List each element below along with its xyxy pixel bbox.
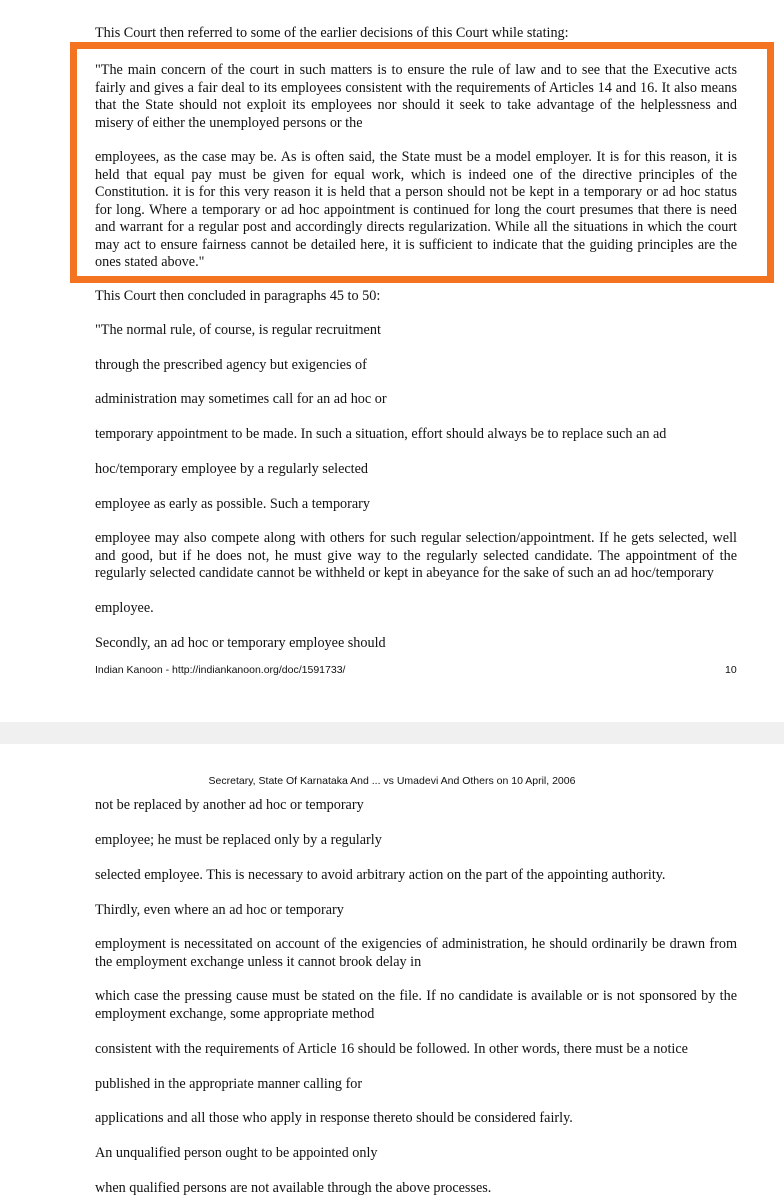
page-number: 10 [725,664,737,676]
text-line: published in the appropriate manner calling for [95,1076,363,1092]
text-line: when qualified persons are not available through the above processes. [95,1180,492,1196]
text-line: temporary appointment to be made. In such a situation, effort should always be to replace such an ad [95,426,667,442]
long-paragraph: employee may also compete along with others for such regular selection/appointment. If he gets selected, well and good, but if he does not, he must give way to the regularly selected candidate. The appointment of the regularly selected candidate cannot be withheld or kept in abeyance for the sake of such an ad hoc/temporary [95,530,737,581]
text-line: not be replaced by another ad hoc or temporary [95,797,364,813]
text-line: selected employee. This is necessary to avoid arbitrary action on the part of the appointing authority. [95,867,666,883]
intro-paragraph: This Court then referred to some of the earlier decisions of this Court while stating: [95,25,569,41]
quote-paragraph-part1: "The main concern of the court in such matters is to ensure the rule of law and to see that the Executive acts fairly and gives a fair deal to its employees consistent with the requirements of Articles 14 and 16. It also means that the State should not exploit its employees nor should it seek to take advantage of the helplessness and misery of either the unemployed persons or the [95,62,737,131]
text-line: through the prescribed agency but exigencies of [95,357,367,373]
text-line: "The normal rule, of course, is regular recruitment [95,322,381,338]
text-line: employee; he must be replaced only by a regularly [95,832,382,848]
page-header: Secretary, State Of Karnataka And ... vs Umadevi And Others on 10 April, 2006 [208,775,576,787]
paragraph: which case the pressing cause must be stated on the file. If no candidate is available or is not sponsored by the employment exchange, some appropriate method [95,988,737,1022]
text-line: Thirdly, even where an ad hoc or temporary [95,902,344,918]
text-line: administration may sometimes call for an ad hoc or [95,391,387,407]
document-page-11 [0,744,784,1200]
text-line: An unqualified person ought to be appointed only [95,1145,378,1161]
concluded-paragraph: This Court then concluded in paragraphs 45 to 50: [95,288,381,304]
quote-paragraph-part2: employees, as the case may be. As is often said, the State must be a model employer. It is for this reason, it is held that equal pay must be given for equal work, which is indeed one of the directive principles of the Constitution. it is for this very reason it is held that a person should not be kept in a temporary or ad hoc status for long. Where a temporary or ad hoc appointment is continued for long the court presumes that there is need and warrant for a regular post and accordingly directs regularization. While all the situations in which the court may act to ensure fairness cannot be detailed here, it is sufficient to indicate that the guiding principles are the ones stated above." [95,149,737,270]
paragraph: employment is necessitated on account of the exigencies of administration, he should ordinarily be drawn from the employment exchange unless it cannot brook delay in [95,936,737,970]
text-line: employee as early as possible. Such a temporary [95,496,370,512]
text-line: Secondly, an ad hoc or temporary employee should [95,635,386,651]
footer-source-link[interactable]: Indian Kanoon - http://indiankanoon.org/doc/1591733/ [95,664,346,676]
text-line: consistent with the requirements of Article 16 should be followed. In other words, there must be a notice [95,1041,688,1057]
text-line: hoc/temporary employee by a regularly selected [95,461,368,477]
text-line: employee. [95,600,154,616]
text-line: applications and all those who apply in response thereto should be considered fairly. [95,1110,573,1126]
